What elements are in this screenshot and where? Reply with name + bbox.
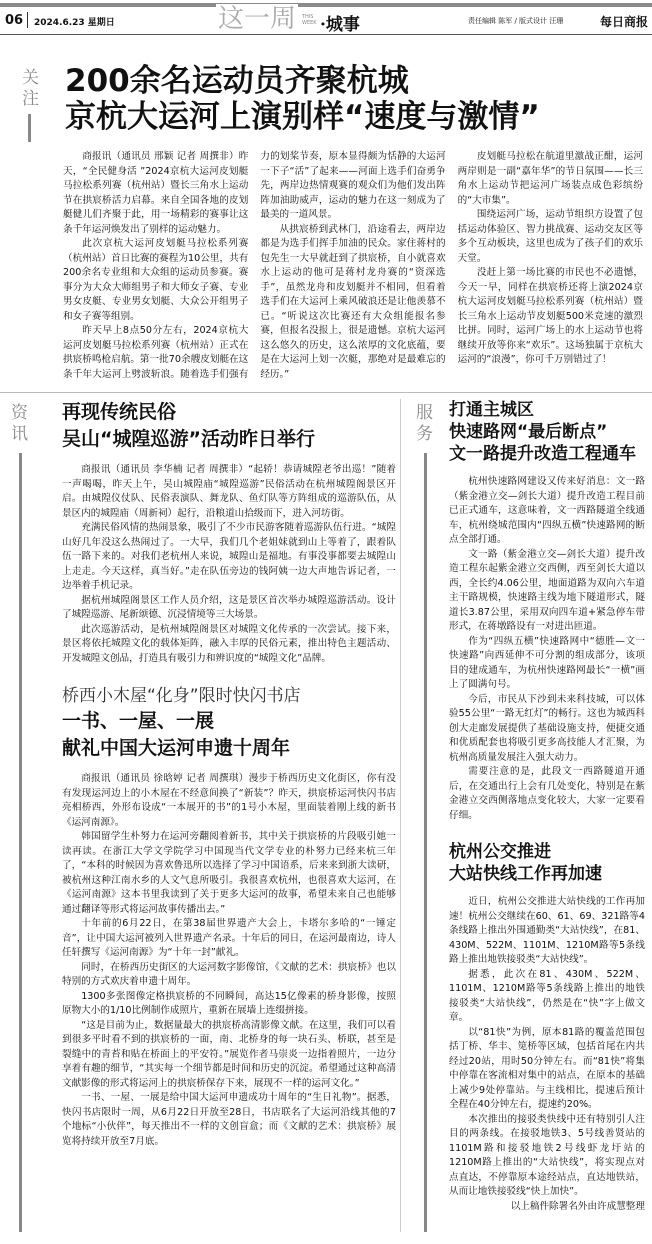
paragraph: “这是目前为止，数据量最大的拱宸桥高清影像文献。在这里，我们可以看到很多平时看不到的拱宸桥的一面，南、北桥身的每一块石头、桥联，甚至是裂缝中的青苔和贴在桥面上的平安符。”展览作者马崇炎一边指着照片，一边分享着有趣的细节，“其实每一个细节都是时间和历史的沉淀。希望通过这种高清文献影像的形式将运河上的拱宸桥保存下来，展现不一样的运河文化。” bbox=[62, 1019, 396, 1089]
headline-line: 吴山“城隍巡游”活动昨日举行 bbox=[62, 428, 315, 450]
paragraph: 此次京杭大运河皮划艇马拉松系列赛（杭州站）首日比赛的赛程为10公里，共有200余名专业组和大众组的运动员参赛。赛事分为大众大师组男子和大师女子赛、专业男女皮艇、专业男女划艇、大众公开组男子和女子赛等组别。 bbox=[63, 238, 249, 322]
news-article-2 bbox=[62, 684, 396, 1149]
paragraph: 1300多张图像定格拱宸桥的不同瞬间，高达15亿像素的桥身影像，按照原物大小的1/10比例制作成照片，重新在展墙上连缀拼接。 bbox=[62, 990, 396, 1016]
headline-line: 文一路提升改造工程通车 bbox=[449, 444, 636, 464]
column-divider bbox=[400, 399, 401, 1232]
editor-credit: 责任编辑 陈军 / 版式设计 汪珊 bbox=[468, 17, 564, 25]
service-column bbox=[449, 399, 645, 1232]
lower-section bbox=[0, 399, 652, 1232]
paragraph: 作为“四纵五横”快速路网中“德胜—文一快速路”向西延伸不可分割的组成部分，该项目的建成通车，为杭州快速路网最长“一横”画上了圆满句号。 bbox=[449, 635, 645, 690]
paragraph: 同时，在桥西历史街区的大运河数字影像馆，《文献的艺术：拱宸桥》也以特别的方式欢庆着申遗十周年。 bbox=[62, 961, 396, 987]
paragraph: 商报讯（通讯员 徐晗婷 记者 周撰琪）漫步于桥西历史文化街区，你有没有发现运河边上的小木屋在不经意间换了“新装”？昨天，拱宸桥运河快闪书店亮相桥西，外形布设成“一本展开的书”的1号小木屋，里面装着刚上线的新书《运河南源》。 bbox=[62, 773, 396, 828]
headline-line: 一书、一屋、一展 bbox=[62, 710, 215, 732]
headline-line: 献礼中国大运河申遗十周年 bbox=[62, 737, 291, 759]
main-article-body bbox=[63, 150, 643, 382]
compiler-credit: 以上稿件除署名外由许成慧整理 bbox=[510, 1200, 645, 1212]
paragraph: 文一路（紫金港立交—剑长大道）提升改造工程东起紫金港立交西侧，西至剑长大道以西，全长约4.06公里，地面道路为双向六车道主干路规模，快速路主线为地下隧道形式，隧道长3.87公里，采用双向四车道+紧急停车带形式，在蒋墩路设有一对进出匝道。 bbox=[449, 548, 645, 632]
news-side bbox=[0, 399, 40, 1232]
service-article-1 bbox=[449, 399, 645, 823]
paragraph: 据杭州城隍阁景区工作人员介绍，这是景区首次举办城隍巡游活动。设计了城隍巡游、尾新颂德、沉浸情境等三大场景。 bbox=[62, 594, 396, 620]
service-label: 服务 bbox=[416, 403, 433, 444]
paragraph: 没赶上第一场比赛的市民也不必遗憾，今天一早，同样在拱宸桥还将上演2024京杭大运河皮划艇马拉松系列赛（杭州站）暨长三角水上运动节皮划艇500米竞速的激烈比拼。同时，运河广场上的水上运动节也将继续开放等你来“欢乐”。这场独属于京杭大运河的“浪漫”，你可千万别错过了！ bbox=[457, 267, 643, 365]
news-column bbox=[62, 399, 396, 1232]
paragraph: 商报讯（通讯员 李华楠 记者 周撰非）“起轿！恭请城隍老爷出巡！”随着一声喝喝，昨天上午，吴山城隍庙“城隍巡游”民俗活动在杭州城隍阁景区开启。由城隍仪仗队、民俗表演队、舞龙队、鱼灯队等方阵组成的巡游队伍，从景区内的城隍庙（周新祠）起行，沿粮道山拾级而下，进入河坊街。 bbox=[62, 464, 396, 519]
service-article-2 bbox=[449, 841, 645, 1214]
paragraph: 从拱宸桥到武林门，沿途看去，两岸边都是为选手们挥手加油的民众。家住蒋村的包先生一大早就赶到了拱宸桥，自小就喜欢水上运动的他可是蒋村龙舟赛的“资深选手”，虽然龙舟和皮划艇并不相同，但看着选手们在大运河上乘风破浪还是让他羡慕不已。“听说这次比赛还有大众组能报名参赛，但报名没报上，很是遗憾。京杭大运河这么悠久的历史，这么浓厚的文化底蕴，要是在大运河上划一次艇，那绝对是最难忘的经历。” bbox=[260, 223, 446, 380]
paragraph: 十年前的6月22日，在第38届世界遗产大会上，卡塔尔多哈的“一锤定音”，让中国大运河被列入世界遗产名录。十年后的同日，在运河最南边，诗人任轩撰写《运河南源》为“十年一封”献礼。 bbox=[62, 918, 396, 958]
paragraph: 此次巡游活动，是杭州城隍阁景区对城隍文化传承的一次尝试。接下来，景区将依托城隍文化的载体矩阵，融入丰厚的民俗元素，推出特色主题活动、开发城隍文创品，打造具有吸引力和辨识度的“城隍文化”品牌。 bbox=[62, 623, 396, 664]
paragraph: 据悉，此次在81、430M、522M、1101M、1210M路等5条线路上推出的地铁接驳类“大站快线”，仍然是在“快”字上做文章。 bbox=[449, 968, 645, 1023]
service-side bbox=[405, 399, 445, 1232]
paragraph: 韩国留学生朴努力在运河旁翻阅着新书，其中关于拱宸桥的片段吸引她一读再读。在浙江大学文学院学习中国现当代文学专业的朴努力已经来杭三年了，“本科的时候因为喜欢鲁迅所以选择了学习中国语系，后来来到浙大读研，被杭州这种江南水乡的人文气息所吸引。我很喜欢杭州，也很喜欢大运河，在《运河南源》这本书里我读到了关于更多大运河的故事，希望未来自己也能够通过翻译等形式将运河故事传播出去。” bbox=[62, 831, 396, 915]
news-article-1 bbox=[62, 399, 396, 666]
headline-line: 再现传统民俗 bbox=[62, 401, 177, 423]
paragraph: 需要注意的是，此段文一西路隧道开通后，在交通出行上会有几处变化，特别是在紫金港立交西侧落地点变化较大，大家一定要看仔细。 bbox=[449, 766, 645, 821]
paragraph: 以“81快”为例，原本81路的覆盖范围包括丁桥、华丰、笕桥等区域，包括首尾在内共经过20站，用时50分钟左右。而“81快”将集中停靠在客流相对集中的站点，在原本的基础上减少9处停靠站。与主线相比，提速后预计全程在40分钟左右，提速约20%。 bbox=[449, 1026, 645, 1110]
paragraph: 今后，市民从下沙到未来科技城，可以体验55公里“一路无红灯”的畅行。这也为城西科创大走廊发展提供了基础设施支持，便捷交通和优质配套也将吸引更多高技能人才汇聚，为杭州高质量发展注入强大动力。 bbox=[449, 693, 645, 763]
focus-label: 关注 bbox=[22, 68, 39, 109]
page-number: 06 bbox=[5, 13, 24, 28]
headline-line: 打通主城区 bbox=[449, 400, 534, 420]
section-divider bbox=[0, 392, 652, 393]
headline-line: 杭州公交推进 bbox=[449, 842, 551, 862]
section-name: ·城事 bbox=[320, 15, 360, 35]
week-mark: THIS WEEK bbox=[302, 14, 317, 26]
paragraph: 近日，杭州公交推进大站快线的工作再加速！杭州公交继续在60、61、69、321路等4条线路上推出外围通勤类“大站快线”，在81、430M、522M、1101M、1210M路等5条线路上推出地铁接驳类“大站快线”。 bbox=[449, 896, 645, 965]
kicker: 桥西小木屋“化身”限时快闪书店 bbox=[62, 686, 301, 706]
headline-line: 快速路网“最后断点” bbox=[449, 422, 608, 442]
paragraph: 商报讯（通讯员 邢颖 记者 周撰非）昨天，“全民健身活 ”2024京杭大运河皮划艇马拉松系列赛（杭州站）暨长三角水上运动节在拱宸桥活力启幕。来自全国各地的皮划艇健儿们齐聚于此，用一场精彩的赛事让这条千年运河焕发出了别样的运动魅力。 bbox=[63, 151, 249, 235]
news-label: 资讯 bbox=[11, 403, 28, 444]
headline-line: 200余名运动员齐聚杭城 bbox=[65, 63, 409, 99]
column-title: 这一周 bbox=[218, 4, 297, 34]
paragraph: 本次推出的接驳类快线中还有特别引人注目的两条线。在接驳地铁3、5号线善贤站的1101M路和接驳地铁2号线虾龙圩站的1210M路上推出的“大站快线”，将实现点对点直达，不停靠原本途经站点，直达地铁站，从而让地铁接驳线“快上加快”。 bbox=[449, 1113, 645, 1197]
news-bar bbox=[19, 453, 22, 1232]
service-bar bbox=[424, 453, 427, 1232]
issue-date: 2024.6.23 星期日 bbox=[34, 18, 115, 28]
paragraph: 一书、一屋、一展是给中国大运河申遗成功十周年的“生日礼物”。据悉，快闪书店限时一周，从6月22日开放至28日，书店联名了大运河沿线其他的7个地标“小伙伴”，每天推出不一样的文创盲盒；而《文献的艺术：拱宸桥》展览将持续开放至7月底。 bbox=[62, 1092, 396, 1147]
newspaper-brand: 每日商报 bbox=[600, 15, 649, 29]
paragraph: 充满民俗风情的热闹景象，吸引了不少市民游客随着巡游队伍行进。“城隍山好几年没这么热闹过了。一大早，我们几个老姐妹就到山上等着了，跟着队伍一路下来的。对我们老杭州人来说，城隍山是福地。有事没事都要去城隍山上走走。今天这样，真当好。”走在队伍旁边的钱阿姨一边大声地告诉记者，一边举着手机记录。 bbox=[62, 522, 396, 591]
headline-line: 大站快线工作再加速 bbox=[449, 864, 602, 884]
paragraph: 围绕运河广场，运动节组织方设置了包括运动体验区、智力挑战赛、运动交友区等多个互动板块，这里也成为了孩子们的欢乐天堂。 bbox=[457, 209, 643, 264]
paragraph: 昨天早上8点50分左右，2024京杭大运河皮划艇马拉松系列赛（杭州站）正式在拱宸桥鸣枪启航。第一批70余艘皮划艇在这条千年大运河上劈波斩浪。随着选手们强有力的划桨节奏，原本显得颇为恬静的大运河一下子“活”了起来——河面上选手们奋勇争先，两岸边热情观赛的观众们为他们发出阵阵加油助威声，运动的魅力在这一刻成为了最美的一道风景。 bbox=[63, 151, 446, 380]
paragraph: 皮划艇马拉松在航道里激战正酣，运河两岸则是一副“嘉年华”的节日氛围——长三角水上运动节把运河广场装点成色彩缤纷的“大市集”。 bbox=[457, 151, 643, 206]
headline-line: 京杭大运河上演别样“速度与激情” bbox=[65, 99, 540, 135]
paragraph: 杭州快速路网建设又传来好消息：文一路（紫金港立交—剑长大道）提升改造工程目前已正式通车，这意味着，文一西路隧道全线通车，杭州绕城范围内“四纵五横”快速路网的断点全部打通。 bbox=[449, 476, 645, 545]
